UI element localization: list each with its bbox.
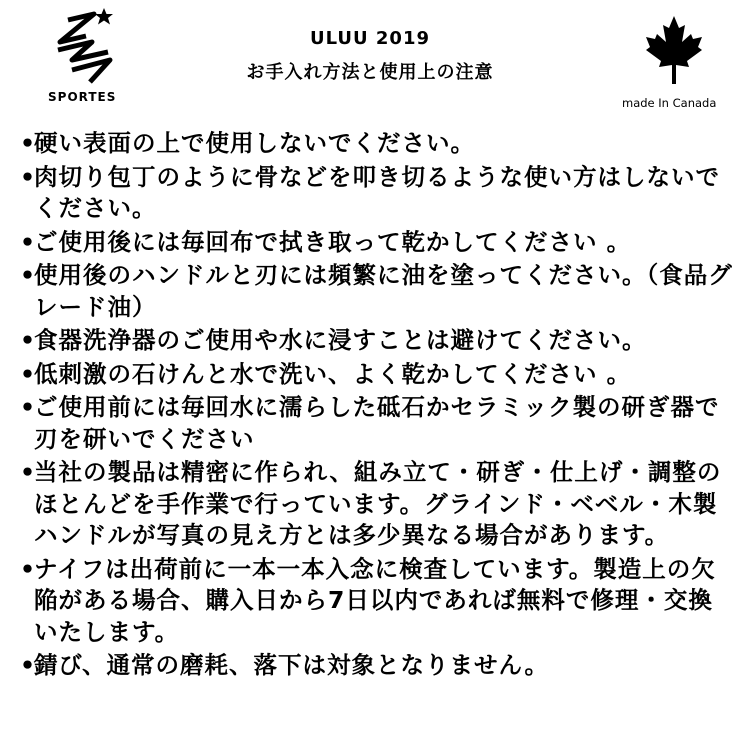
list-item xyxy=(20,392,734,455)
logo-text: SPORTES xyxy=(48,90,117,104)
bullet: • xyxy=(20,458,37,486)
list-item xyxy=(20,227,734,259)
brand-logo xyxy=(48,6,138,106)
note-text: ナイフは出荷前に一本一本入念に検査しています。製造上の欠陥がある場合、購入日から7日以内であれば無料で修理・交換いたします。 xyxy=(34,554,716,646)
note-text: ご使用前には毎回水に濡らした砥石かセラミック製の研ぎ器で刃を研いでください xyxy=(34,393,720,453)
list-item xyxy=(20,457,734,552)
bullet: • xyxy=(20,393,37,421)
bullet: • xyxy=(20,261,37,289)
list-item xyxy=(20,650,734,682)
list-item xyxy=(20,162,734,225)
note-text: 肉切り包丁のように骨などを叩き切るような使い方はしないでください。 xyxy=(34,162,720,222)
note-text: 低刺激の石けんと水で洗い、よく乾かしてください 。 xyxy=(34,359,632,388)
bullet: • xyxy=(20,162,37,191)
sportes-logo-icon xyxy=(50,6,134,86)
bullet: • xyxy=(20,227,37,256)
bullet: • xyxy=(20,129,37,157)
bullet: • xyxy=(20,326,37,354)
list-item xyxy=(20,128,734,160)
list-item xyxy=(20,554,734,649)
page-title: ULUU 2019 xyxy=(309,28,431,49)
care-notes-list xyxy=(20,128,734,684)
page-subtitle: お手入れ方法と使用上の注意 xyxy=(246,62,494,83)
list-item xyxy=(20,359,734,391)
note-text: 錆び、通常の磨耗、落下は対象となりません。 xyxy=(34,651,549,679)
note-text: 当社の製品は精密に作られ、組み立て・研ぎ・仕上げ・調整のほとんどを手作業で行っています。グラインド・ベベル・木製ハンドルが写真の見え方とは多少異なる場合があります。 xyxy=(34,458,722,549)
bullet: • xyxy=(20,554,37,583)
bullet: • xyxy=(20,651,37,679)
bullet: • xyxy=(20,359,37,388)
list-item xyxy=(20,260,734,323)
maple-leaf-icon xyxy=(644,14,704,86)
note-text: 硬い表面の上で使用しないでください。 xyxy=(34,129,475,157)
note-text: 使用後のハンドルと刃には頻繁に油を塗ってください。（食品グレード油） xyxy=(34,261,733,321)
list-item xyxy=(20,325,734,357)
note-text: ご使用後には毎回布で拭き取って乾かしてください 。 xyxy=(34,227,632,256)
note-text: 食器洗浄器のご使用や水に浸すことは避けてください。 xyxy=(34,326,647,354)
made-in-label: made In Canada xyxy=(622,96,717,110)
